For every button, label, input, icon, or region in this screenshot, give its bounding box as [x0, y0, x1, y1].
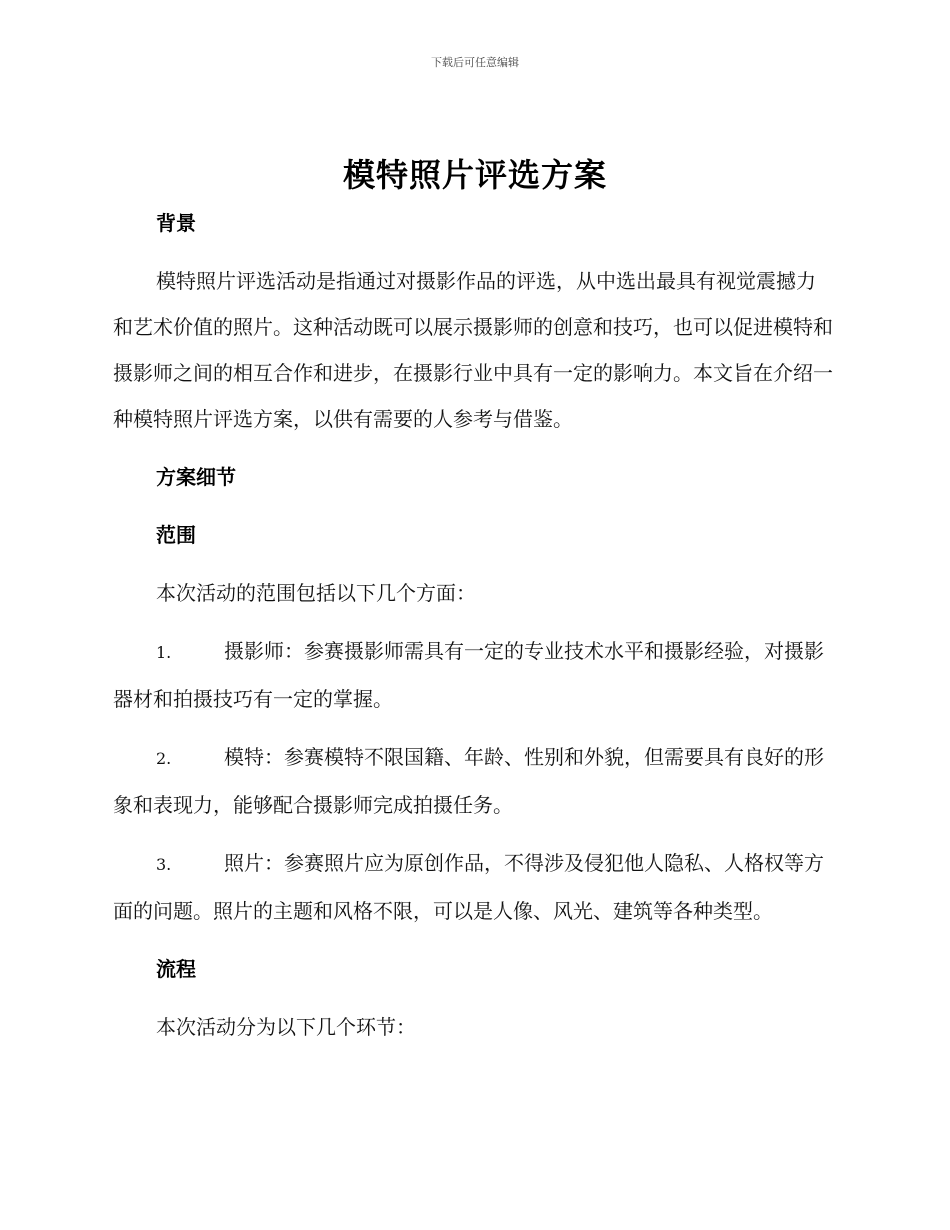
paragraph-background: 模特照片评选活动是指通过对摄影作品的评选，从中选出最具有视觉震撼力和艺术价值的照片。这种活动既可以展示摄影师的创意和技巧，也可以促进模特和摄影师之间的相互合作和进步，在摄影行业中具有一定的影响力。本文旨在介绍一种模特照片评选方案，以供有需要的人参考与借鉴。 [113, 269, 833, 431]
paragraph-process-intro: 本次活动分为以下几个环节： [156, 1015, 416, 1039]
heading-background: 背景 [156, 211, 196, 235]
header-note: 下载后可任意编辑 [431, 56, 519, 69]
list-item-text: 摄影师：参赛摄影师需具有一定的专业技术水平和摄影经验，对摄影器材和拍摄技巧有一定的掌握。 [113, 639, 824, 711]
heading-process: 流程 [156, 957, 196, 981]
heading-details: 方案细节 [156, 465, 236, 489]
list-item [113, 734, 833, 828]
paragraph-scope-intro: 本次活动的范围包括以下几个方面： [156, 581, 476, 605]
list-item [113, 840, 833, 934]
list-item-number: 2. [156, 749, 172, 768]
document-body [113, 200, 833, 1050]
heading-scope: 范围 [156, 523, 196, 547]
list-item-number: 1. [156, 643, 172, 662]
list-item-text: 照片：参赛照片应为原创作品，不得涉及侵犯他人隐私、人格权等方面的问题。照片的主题和风格不限，可以是人像、风光、建筑等各种类型。 [113, 851, 824, 923]
list-item-number: 3. [156, 855, 172, 874]
list-item-text: 模特：参赛模特不限国籍、年龄、性别和外貌，但需要具有良好的形象和表现力，能够配合摄影师完成拍摄任务。 [113, 745, 824, 817]
list-item [113, 628, 833, 722]
page-title: 模特照片评选方案 [342, 156, 607, 194]
